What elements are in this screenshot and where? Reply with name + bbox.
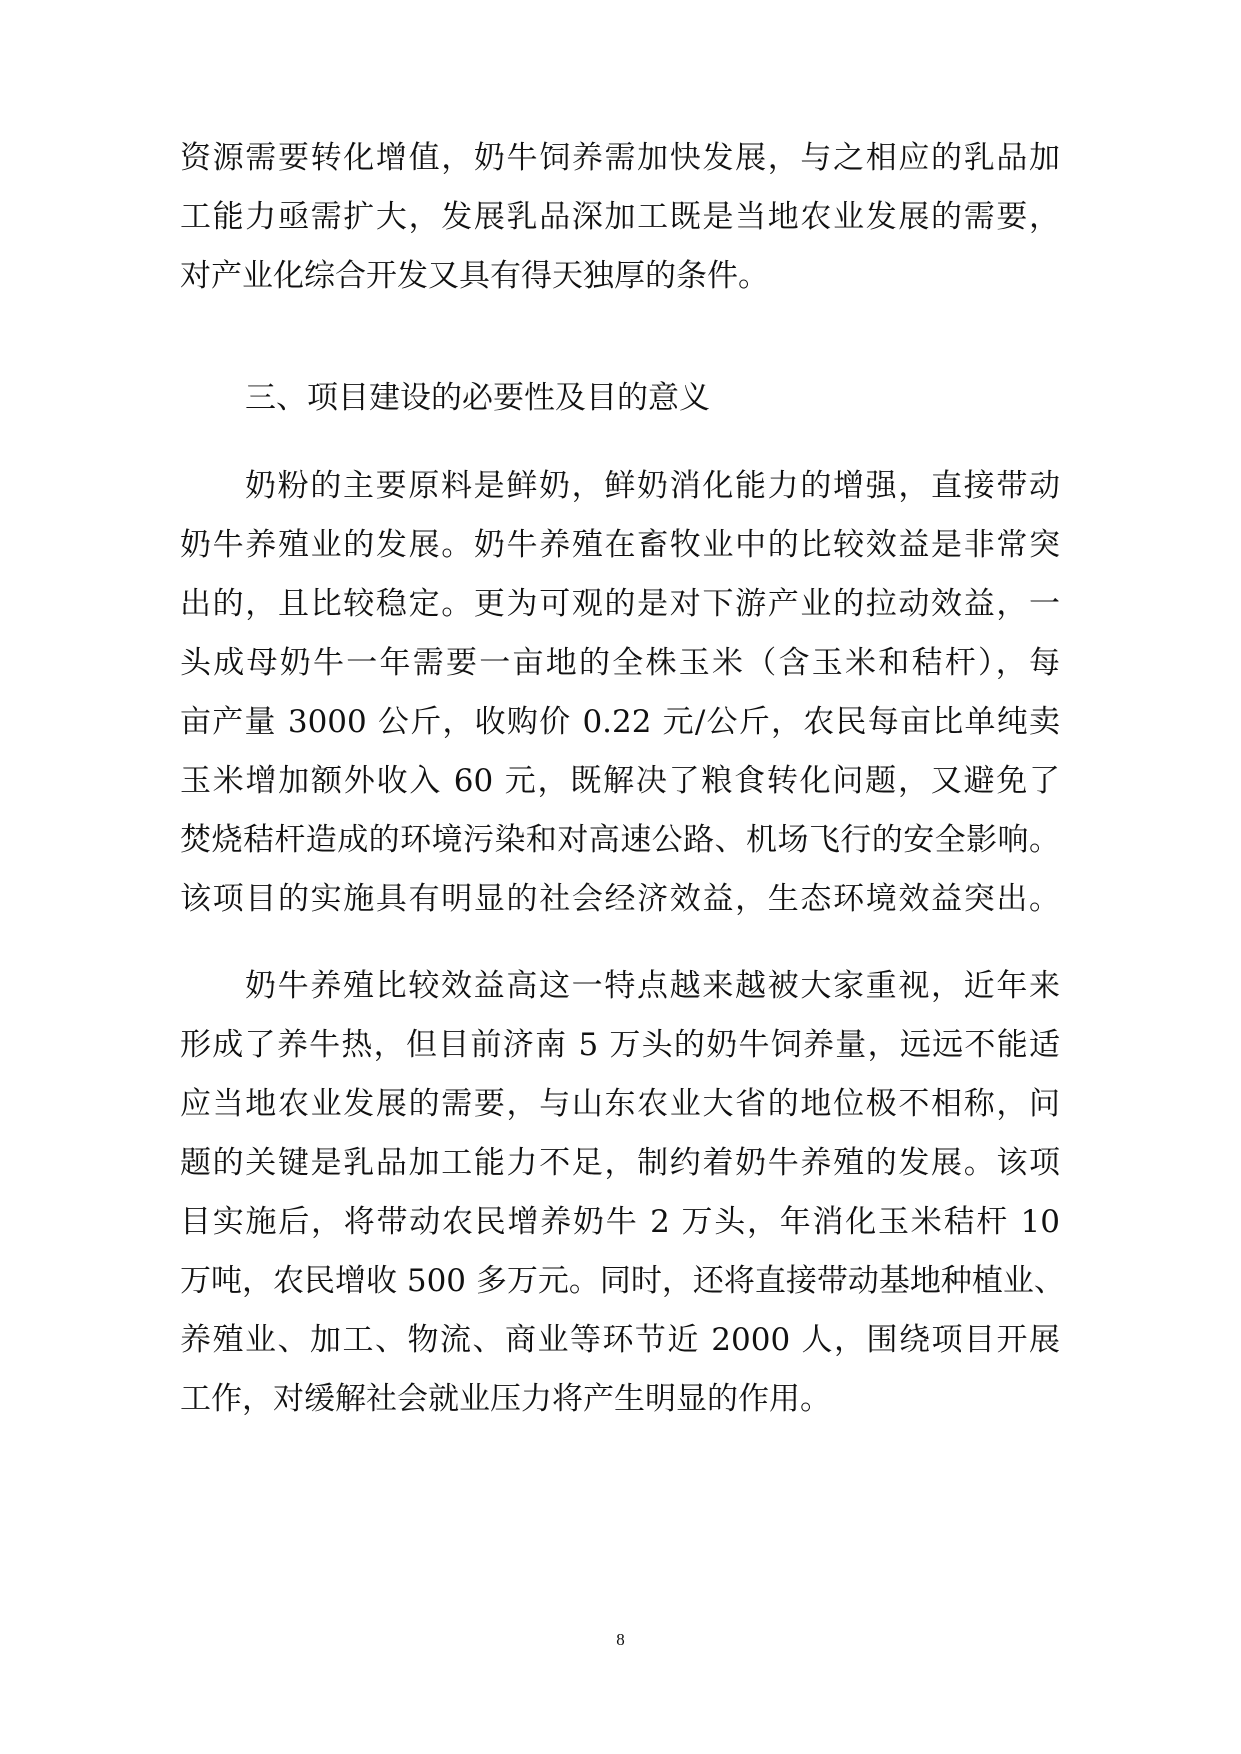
paragraph-1-line: 对产业化综合开发又具有得天独厚的条件。 bbox=[180, 258, 769, 294]
paragraph-2-line: 奶粉的主要原料是鲜奶，鲜奶消化能力的增强，直接带动 bbox=[245, 468, 1060, 504]
paragraph-3-line: 目实施后，将带动农民增养奶牛 2 万头，年消化玉米秸杆 10 bbox=[180, 1204, 1060, 1240]
paragraph-3-line: 应当地农业发展的需要，与山东农业大省的地位极不相称，问 bbox=[180, 1086, 1060, 1122]
paragraph-2-line: 亩产量 3000 公斤，收购价 0.22 元/公斤，农民每亩比单纯卖 bbox=[180, 704, 1060, 740]
paragraph-3-line: 题的关键是乳品加工能力不足，制约着奶牛养殖的发展。该项 bbox=[180, 1145, 1060, 1181]
paragraph-3-line: 养殖业、加工、物流、商业等环节近 2000 人，围绕项目开展 bbox=[180, 1322, 1060, 1358]
paragraph-3-line: 工作，对缓解社会就业压力将产生明显的作用。 bbox=[180, 1381, 831, 1417]
paragraph-2-line: 焚烧秸杆造成的环境污染和对高速公路、机场飞行的安全影响。 bbox=[180, 822, 1060, 858]
paragraph-2-line: 奶牛养殖业的发展。奶牛养殖在畜牧业中的比较效益是非常突 bbox=[180, 527, 1060, 563]
paragraph-3-line: 奶牛养殖比较效益高这一特点越来越被大家重视，近年来 bbox=[245, 968, 1060, 1004]
paragraph-2-line: 出的，且比较稳定。更为可观的是对下游产业的拉动效益，一 bbox=[180, 586, 1060, 622]
paragraph-3-line: 形成了养牛热，但目前济南 5 万头的奶牛饲养量，远远不能适 bbox=[180, 1027, 1060, 1063]
paragraph-2-line: 头成母奶牛一年需要一亩地的全株玉米（含玉米和秸杆），每 bbox=[180, 645, 1060, 681]
paragraph-1-line: 资源需要转化增值，奶牛饲养需加快发展，与之相应的乳品加 bbox=[180, 140, 1060, 176]
page-number: 8 bbox=[616, 1630, 625, 1649]
section-heading: 三、项目建设的必要性及目的意义 bbox=[245, 380, 710, 416]
paragraph-2-line: 该项目的实施具有明显的社会经济效益，生态环境效益突出。 bbox=[180, 881, 1060, 917]
paragraph-3-line: 万吨，农民增收 500 多万元。同时，还将直接带动基地种植业、 bbox=[180, 1263, 1065, 1299]
paragraph-2-line: 玉米增加额外收入 60 元，既解决了粮食转化问题，又避免了 bbox=[180, 763, 1060, 799]
paragraph-1-line: 工能力亟需扩大，发展乳品深加工既是当地农业发展的需要， bbox=[180, 199, 1060, 235]
